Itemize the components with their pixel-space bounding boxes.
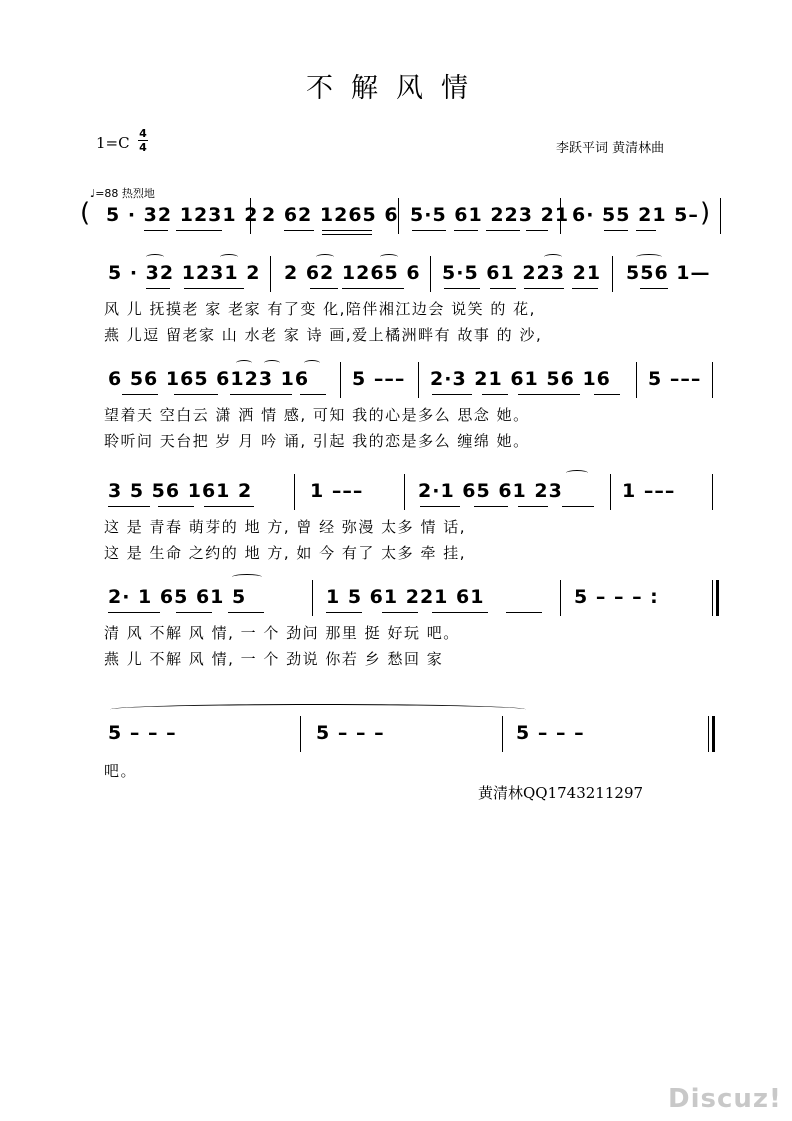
time-signature-top: 4 (139, 127, 147, 140)
lyrics-verse-1: 望着天 空白云 潇 洒 情 感, 可知 我的心是多么 思念 她。 (104, 406, 530, 424)
measure: 556 1— (626, 262, 711, 284)
repeat-paren-close: ) (700, 198, 711, 228)
watermark: Discuz! (668, 1084, 782, 1114)
measure: 5 – – – : (574, 586, 659, 608)
measure: 1 ––– (622, 480, 676, 502)
time-signature-bottom: 4 (139, 141, 147, 154)
score-row-6 (0, 716, 792, 780)
measure: 6 56 165 6123 16 (108, 368, 310, 390)
measure: 5·5 61 223 21 (442, 262, 602, 284)
measure: 5 – – – (516, 722, 585, 744)
measure: 5 – – – (108, 722, 177, 744)
lyrics-verse-2: 燕 儿 不解 风 情, 一 个 劲说 你若 乡 愁回 家 (104, 650, 444, 668)
time-signature (138, 128, 148, 153)
measure: 5·5 61 223 21 (410, 204, 570, 226)
measure: 5 – – – (316, 722, 385, 744)
lyrics-verse-2: 这 是 生命 之约的 地 方, 如 今 有了 太多 牵 挂, (104, 544, 466, 562)
measure: 2 62 1265 6 (284, 262, 421, 284)
measure: 2 62 1265 6 (262, 204, 399, 226)
key-signature: 1=C (96, 134, 130, 152)
lyrics-verse-1: 清 风 不解 风 情, 一 个 劲问 那里 挺 好玩 吧。 (104, 624, 460, 642)
measure: 5 ––– (352, 368, 406, 390)
score-row-5 (0, 580, 792, 668)
measure: 3 5 56 161 2 (108, 480, 253, 502)
measure: 2·3 21 61 56 16 (430, 368, 611, 390)
measure: 5 ––– (648, 368, 702, 390)
measure: 1 5 61 221 61 (326, 586, 485, 608)
lyrics-verse-2: 燕 儿逗 留老家 山 水老 家 诗 画,爱上橘洲畔有 故事 的 沙, (104, 326, 543, 344)
measure: 6· 55 21 5– (572, 204, 699, 226)
page-title: 不解风情 (306, 73, 486, 104)
repeat-paren-open: ( (80, 198, 91, 228)
lyrics-verse-2: 聆听问 天台把 岁 月 吟 诵, 引起 我的恋是多么 缠绵 她。 (104, 432, 530, 450)
measure: 2·1 65 61 23 (418, 480, 563, 502)
measure: 5 · 32 1231 2 (108, 262, 261, 284)
score-row-2 (0, 256, 792, 344)
score-row-4 (0, 474, 792, 562)
score-row-3 (0, 362, 792, 450)
credits: 李跃平词 黄清林曲 (556, 141, 665, 156)
measure: 2· 1 65 61 5 (108, 586, 247, 608)
lyrics-verse-1: 吧。 (104, 762, 138, 780)
tempo-marking: ♩=88 热烈地 (90, 187, 155, 200)
measure: 1 ––– (310, 480, 364, 502)
arranger-signature: 黄清林QQ1743211297 (478, 784, 644, 802)
lyrics-verse-1: 这 是 青春 萌芽的 地 方, 曾 经 弥漫 太多 情 话, (104, 518, 466, 536)
score-row-1 (0, 198, 792, 228)
lyrics-verse-1: 风 儿 抚摸老 家 老家 有了变 化,陪伴湘江边会 说笑 的 花, (104, 300, 536, 318)
measure: 5 · 32 1231 2 (106, 204, 259, 226)
